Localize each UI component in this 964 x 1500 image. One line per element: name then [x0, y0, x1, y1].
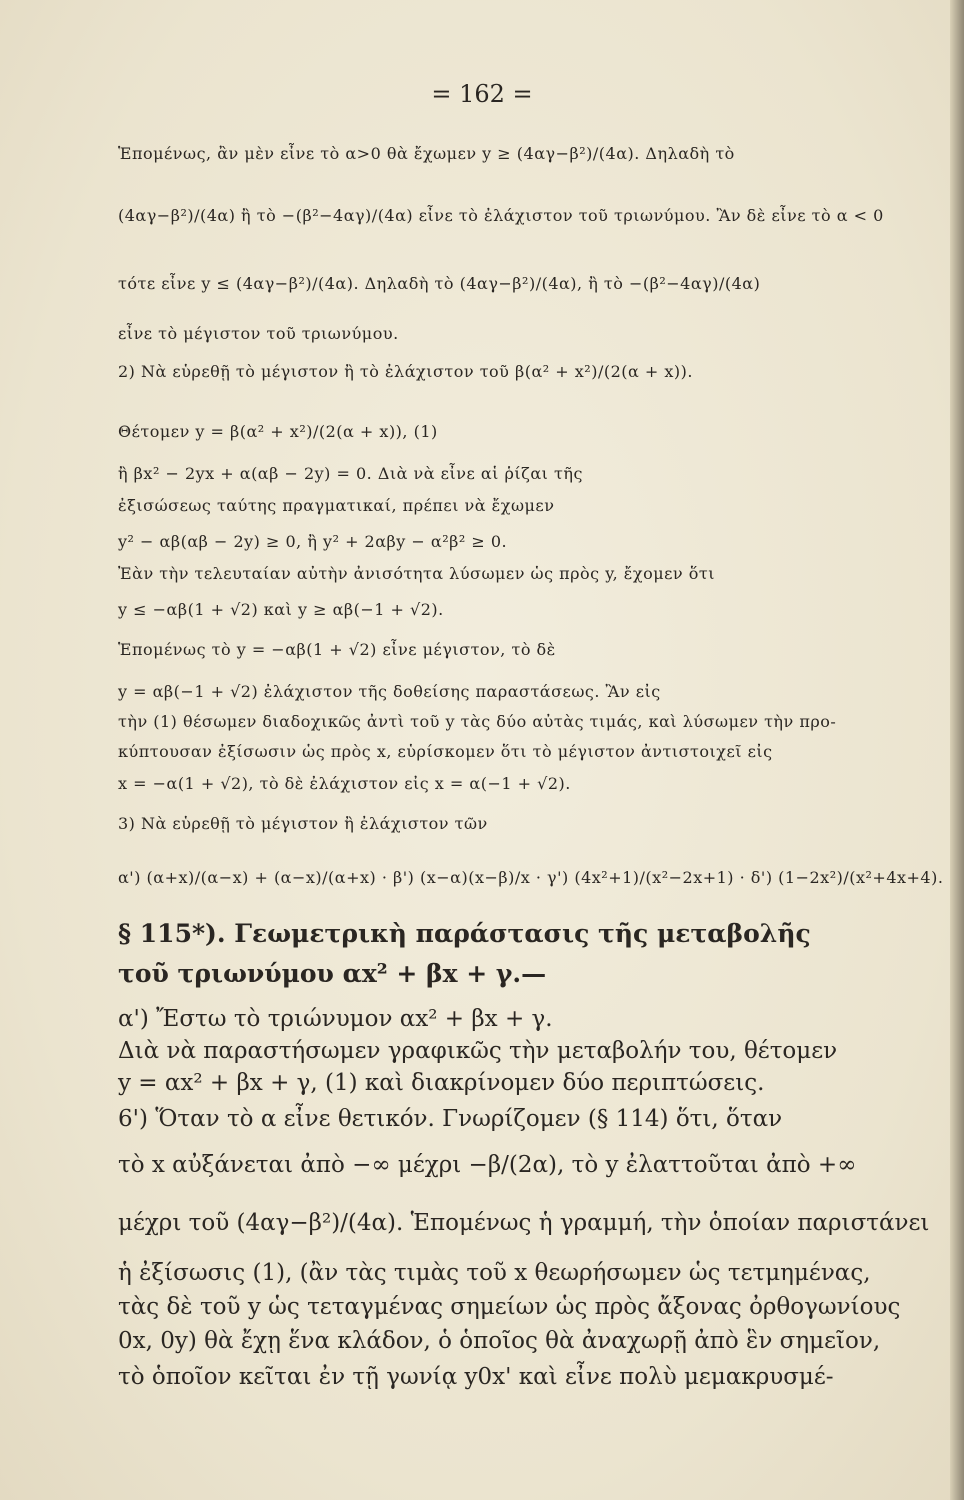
text-line: τὸ x αὐξάνεται ἀπὸ −∞ μέχρι −β/(2α), τὸ y ἐλαττοῦται ἀπὸ +∞	[118, 1152, 857, 1178]
text-line: α') (α+x)/(α−x) + (α−x)/(α+x) · β') (x−α)(x−β)/x · γ') (4x²+1)/(x²−2x+1) · δ') (1−2x²)/(x²+4x+4).	[118, 868, 944, 887]
text-line: τότε εἶνε y ≤ (4αγ−β²)/(4α). Δηλαδὴ τὸ (4αγ−β²)/(4α), ἢ τὸ −(β²−4αγ)/(4α)	[118, 274, 761, 293]
text-line: τὸ ὁποῖον κεῖται ἐν τῇ γωνίᾳ y0x' καὶ εἶνε πολὺ μεμακρυσμέ-	[118, 1364, 834, 1390]
text-line: 2) Νὰ εὑρεθῇ τὸ μέγιστον ἢ τὸ ἐλάχιστον τοῦ β(α² + x²)/(2(α + x)).	[118, 362, 693, 381]
text-line: x = −α(1 + √2), τὸ δὲ ἐλάχιστον εἰς x = α(−1 + √2).	[118, 774, 571, 793]
text-line: y = αβ(−1 + √2) ἐλάχιστον τῆς δοθείσης παραστάσεως. Ἂν εἰς	[118, 682, 661, 701]
text-line: τὰς δὲ τοῦ y ὡς τεταγμένας σημείων ὡς πρὸς ἄξονας ὀρθογωνίους	[118, 1294, 901, 1320]
text-line: εἶνε τὸ μέγιστον τοῦ τριωνύμου.	[118, 324, 399, 343]
text-line: 0x, 0y) θὰ ἔχῃ ἕνα κλάδον, ὁ ὁποῖος θὰ ἀναχωρῇ ἀπὸ ἓν σημεῖον,	[118, 1328, 881, 1354]
text-line: Θέτομεν y = β(α² + x²)/(2(α + x)), (1)	[118, 422, 438, 441]
text-line: κύπτουσαν ἐξίσωσιν ὡς πρὸς x, εὑρίσκομεν ὅτι τὸ μέγιστον ἀντιστοιχεῖ εἰς	[118, 742, 773, 761]
text-line: Ἑπομένως τὸ y = −αβ(1 + √2) εἶνε μέγιστον, τὸ δὲ	[118, 640, 556, 659]
text-line: 6') Ὅταν τὸ α εἶνε θετικόν. Γνωρίζομεν (§ 114) ὅτι, ὅταν	[118, 1106, 783, 1132]
text-line: y = αx² + βx + γ, (1) καὶ διακρίνομεν δύο περιπτώσεις.	[118, 1070, 765, 1096]
text-line: μέχρι τοῦ (4αγ−β²)/(4α). Ἑπομένως ἡ γραμμή, τὴν ὁποίαν παριστάνει	[118, 1210, 930, 1236]
text-line: α') Ἔστω τὸ τριώνυμον αx² + βx + γ.	[118, 1006, 553, 1032]
page-number: = 162 =	[431, 80, 533, 108]
text-line: y² − αβ(αβ − 2y) ≥ 0, ἢ y² + 2αβy − α²β² ≥ 0.	[118, 532, 508, 551]
text-line: y ≤ −αβ(1 + √2) καὶ y ≥ αβ(−1 + √2).	[118, 600, 444, 619]
page-edge	[950, 0, 964, 1500]
text-line: Διὰ νὰ παραστήσωμεν γραφικῶς τὴν μεταβολήν του, θέτομεν	[118, 1038, 838, 1064]
text-line: Ἐὰν τὴν τελευταίαν αὐτὴν ἀνισότητα λύσωμεν ὡς πρὸς y, ἔχομεν ὅτι	[118, 564, 715, 583]
text-line: Ἑπομένως, ἂν μὲν εἶνε τὸ α>0 θὰ ἔχωμεν y ≥ (4αγ−β²)/(4α). Δηλαδὴ τὸ	[118, 144, 735, 163]
section-heading: § 115*). Γεωμετρικὴ παράστασις τῆς μεταβολῆς	[118, 919, 811, 948]
text-line: ἐξισώσεως ταύτης πραγματικαί, πρέπει νὰ ἔχωμεν	[118, 496, 555, 515]
text-line: ἢ βx² − 2yx + α(αβ − 2y) = 0. Διὰ νὰ εἶνε αἱ ῥίζαι τῆς	[118, 464, 583, 483]
text-line: 3) Νὰ εὑρεθῇ τὸ μέγιστον ἢ ἐλάχιστον τῶν	[118, 814, 488, 833]
text-line: ἡ ἐξίσωσις (1), (ἂν τὰς τιμὰς τοῦ x θεωρήσωμεν ὡς τετμημένας,	[118, 1260, 871, 1286]
section-heading: τοῦ τριωνύμου αx² + βx + γ.—	[118, 959, 547, 988]
text-line: (4αγ−β²)/(4α) ἢ τὸ −(β²−4αγ)/(4α) εἶνε τὸ ἐλάχιστον τοῦ τριωνύμου. Ἂν δὲ εἶνε τὸ α < 0	[118, 206, 884, 225]
text-line: τὴν (1) θέσωμεν διαδοχικῶς ἀντὶ τοῦ y τὰς δύο αὐτὰς τιμάς, καὶ λύσωμεν τὴν προ-	[118, 712, 837, 731]
